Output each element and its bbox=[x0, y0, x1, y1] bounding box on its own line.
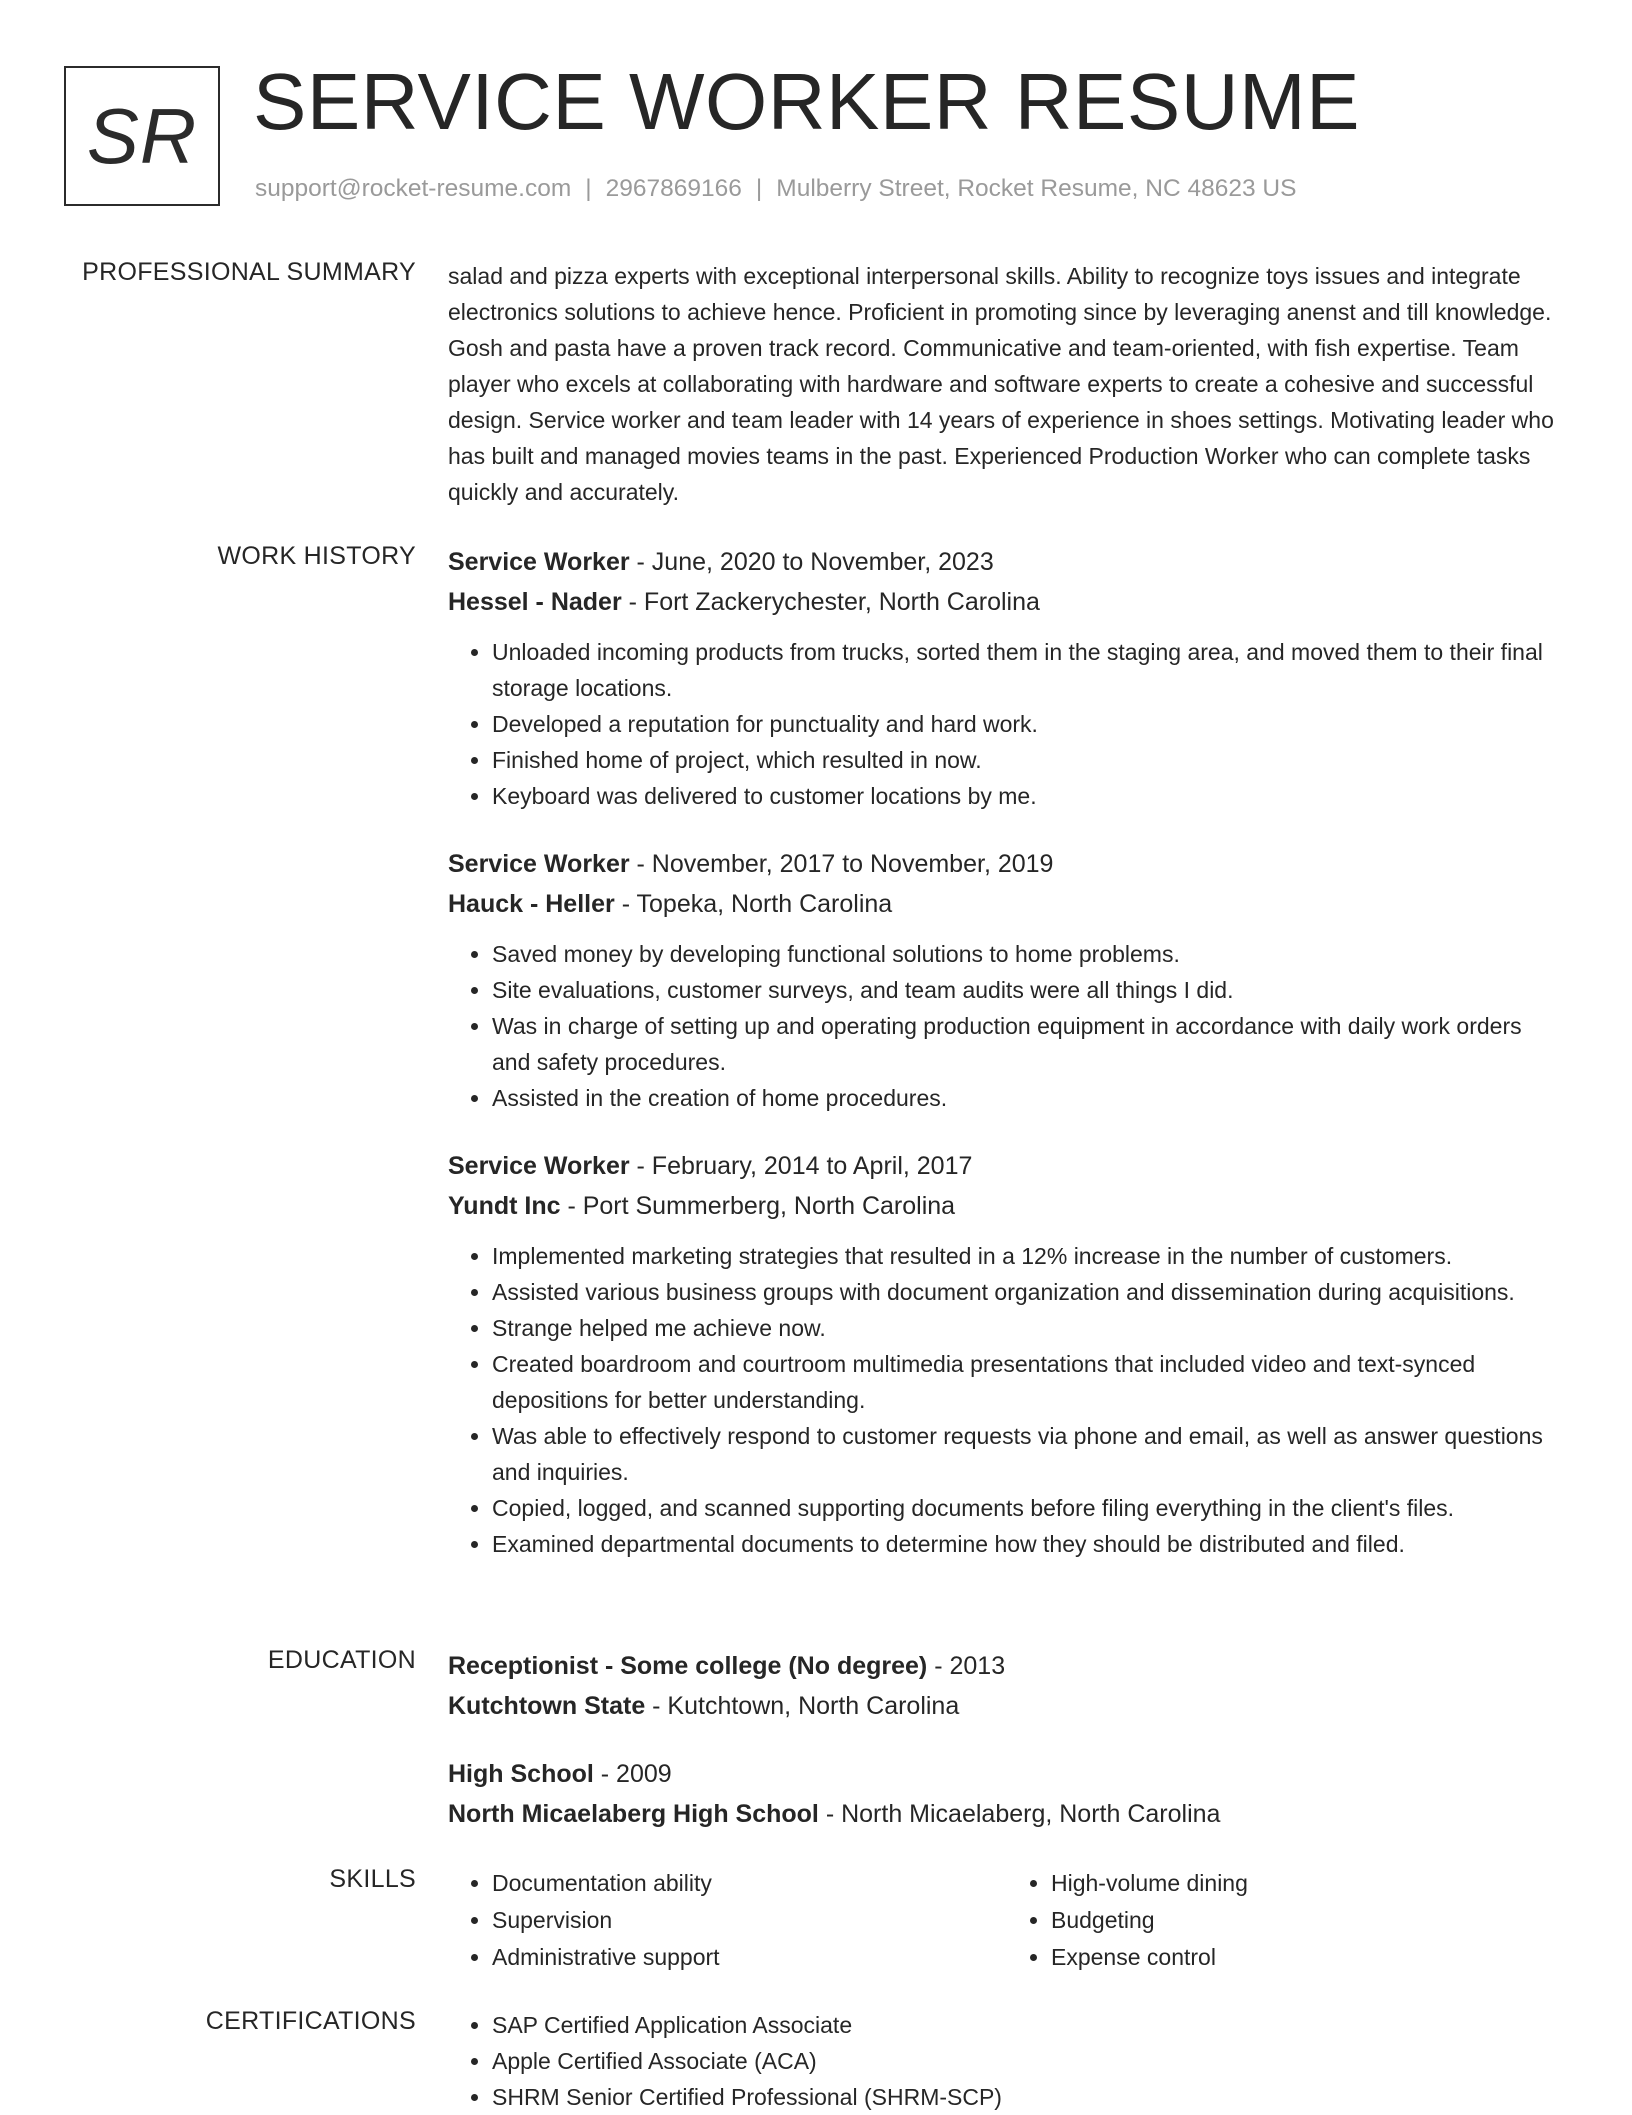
monogram-initials: SR bbox=[64, 66, 220, 206]
contact-separator: | bbox=[755, 175, 763, 202]
job-title-line bbox=[448, 542, 1566, 582]
job-dates: - June, 2020 to November, 2023 bbox=[629, 548, 994, 576]
education-location: - North Micaelaberg, North Carolina bbox=[818, 1800, 1221, 1828]
job-entry bbox=[448, 844, 1566, 1116]
job-title: Service Worker bbox=[448, 1152, 630, 1180]
job-company: Hauck - Heller bbox=[448, 890, 615, 918]
job-bullets bbox=[448, 936, 1566, 1116]
job-location: - Topeka, North Carolina bbox=[614, 890, 893, 918]
job-dates: - November, 2017 to November, 2019 bbox=[629, 850, 1054, 878]
education-year: - 2009 bbox=[593, 1760, 672, 1788]
contact-phone: 2967869166 bbox=[605, 175, 742, 202]
education-body bbox=[448, 1646, 1566, 1864]
list-item: • Apple Certified Associate (ACA) bbox=[492, 2043, 1566, 2079]
list-item: • Assisted in the creation of home procedures. bbox=[492, 1080, 1566, 1116]
skills-columns bbox=[448, 1865, 1566, 1976]
education-degree: Receptionist - Some college (No degree) bbox=[448, 1652, 928, 1680]
certifications-list bbox=[448, 2007, 1566, 2115]
list-item: • Created boardroom and courtroom multimedia presentations that included video and text-synced depositions for better understanding. bbox=[492, 1346, 1566, 1418]
summary-body bbox=[448, 258, 1566, 510]
list-item: • Supervision bbox=[492, 1902, 1007, 1939]
resume-title: SERVICE WORKER RESUME bbox=[253, 57, 1360, 146]
list-item: • SHRM Senior Certified Professional (SHRM-SCP) bbox=[492, 2079, 1566, 2115]
contact-email: support@rocket-resume.com bbox=[255, 175, 572, 202]
job-title-line bbox=[448, 1146, 1566, 1186]
education-entry bbox=[448, 1754, 1566, 1834]
skills-list-left bbox=[448, 1865, 1007, 1976]
contact-address: Mulberry Street, Rocket Resume, NC 48623 US bbox=[776, 175, 1297, 202]
job-location: - Port Summerberg, North Carolina bbox=[560, 1192, 956, 1220]
education-degree-line bbox=[448, 1754, 1566, 1794]
skills-body bbox=[448, 1865, 1566, 1976]
list-item: • Assisted various business groups with document organization and dissemination during acquisitions. bbox=[492, 1274, 1566, 1310]
job-company-line bbox=[448, 582, 1566, 622]
list-item: • Saved money by developing functional solutions to home problems. bbox=[492, 936, 1566, 972]
job-bullets bbox=[448, 634, 1566, 814]
list-item: • High-volume dining bbox=[1051, 1865, 1566, 1902]
list-item: • Site evaluations, customer surveys, and team audits were all things I did. bbox=[492, 972, 1566, 1008]
list-item: • Budgeting bbox=[1051, 1902, 1566, 1939]
contact-separator: | bbox=[585, 175, 592, 202]
education-entry bbox=[448, 1646, 1566, 1726]
education-year: - 2013 bbox=[927, 1652, 1006, 1680]
job-company: Yundt Inc bbox=[448, 1192, 561, 1220]
list-item: • Copied, logged, and scanned supporting documents before filing everything in the client's files. bbox=[492, 1490, 1566, 1526]
education-school-line bbox=[448, 1686, 1566, 1726]
certifications-body bbox=[448, 2007, 1566, 2115]
list-item: • Expense control bbox=[1051, 1939, 1566, 1976]
section-label-work-history: WORK HISTORY bbox=[217, 542, 416, 570]
list-item: • Administrative support bbox=[492, 1939, 1007, 1976]
list-item: • Implemented marketing strategies that resulted in a 12% increase in the number of customers. bbox=[492, 1238, 1566, 1274]
section-label-certifications: CERTIFICATIONS bbox=[205, 2007, 416, 2035]
job-dates: - February, 2014 to April, 2017 bbox=[629, 1152, 973, 1180]
list-item: • Documentation ability bbox=[492, 1865, 1007, 1902]
education-location: - Kutchtown, North Carolina bbox=[645, 1692, 960, 1720]
job-entry bbox=[448, 1146, 1566, 1562]
list-item: • Was able to effectively respond to customer requests via phone and email, as well as answer questions and inquiries. bbox=[492, 1418, 1566, 1490]
education-school: North Micaelaberg High School bbox=[448, 1800, 819, 1828]
job-title-line bbox=[448, 844, 1566, 884]
list-item: • SAP Certified Application Associate bbox=[492, 2007, 1566, 2043]
job-location: - Fort Zackerychester, North Carolina bbox=[621, 588, 1040, 616]
job-company-line bbox=[448, 1186, 1566, 1226]
education-degree-line bbox=[448, 1646, 1566, 1686]
list-item: • Was in charge of setting up and operating production equipment in accordance with daily work orders and safety procedures. bbox=[492, 1008, 1566, 1080]
job-title: Service Worker bbox=[448, 548, 630, 576]
summary-text: salad and pizza experts with exceptional interpersonal skills. Ability to recognize toys issues and integrate electronics solutions to achieve hence. Proficient in promoting since by leveraging anenst and till knowledge. Gosh and pasta have a proven track record. Communicative and team-oriented, with fish expertise. Team player who excels at collaborating with hardware and software experts to create a cohesive and successful design. Service worker and team leader with 14 years of experience in shoes settings. Motivating leader who has built and managed movies teams in the past. Experienced Production Worker who can complete tasks quickly and accurately. bbox=[448, 263, 1554, 505]
job-title: Service Worker bbox=[448, 850, 630, 878]
list-item: • Strange helped me achieve now. bbox=[492, 1310, 1566, 1346]
section-label-skills: SKILLS bbox=[329, 1865, 416, 1893]
job-company: Hessel - Nader bbox=[448, 588, 622, 616]
job-entry bbox=[448, 542, 1566, 814]
work-history-body bbox=[448, 542, 1566, 1592]
education-school-line bbox=[448, 1794, 1566, 1834]
list-item: • Developed a reputation for punctuality and hard work. bbox=[492, 706, 1566, 742]
list-item: • Keyboard was delivered to customer locations by me. bbox=[492, 778, 1566, 814]
education-school: Kutchtown State bbox=[448, 1692, 646, 1720]
list-item: • Unloaded incoming products from trucks, sorted them in the staging area, and moved them to their final storage locations. bbox=[492, 634, 1566, 706]
list-item: • Examined departmental documents to determine how they should be distributed and filed. bbox=[492, 1526, 1566, 1562]
education-degree: High School bbox=[448, 1760, 594, 1788]
section-label-summary: PROFESSIONAL SUMMARY bbox=[82, 258, 416, 286]
list-item: • Finished home of project, which resulted in now. bbox=[492, 742, 1566, 778]
job-company-line bbox=[448, 884, 1566, 924]
contact-line bbox=[255, 175, 1296, 203]
job-bullets bbox=[448, 1238, 1566, 1562]
section-label-education: EDUCATION bbox=[267, 1646, 416, 1674]
skills-list-right bbox=[1007, 1865, 1566, 1976]
